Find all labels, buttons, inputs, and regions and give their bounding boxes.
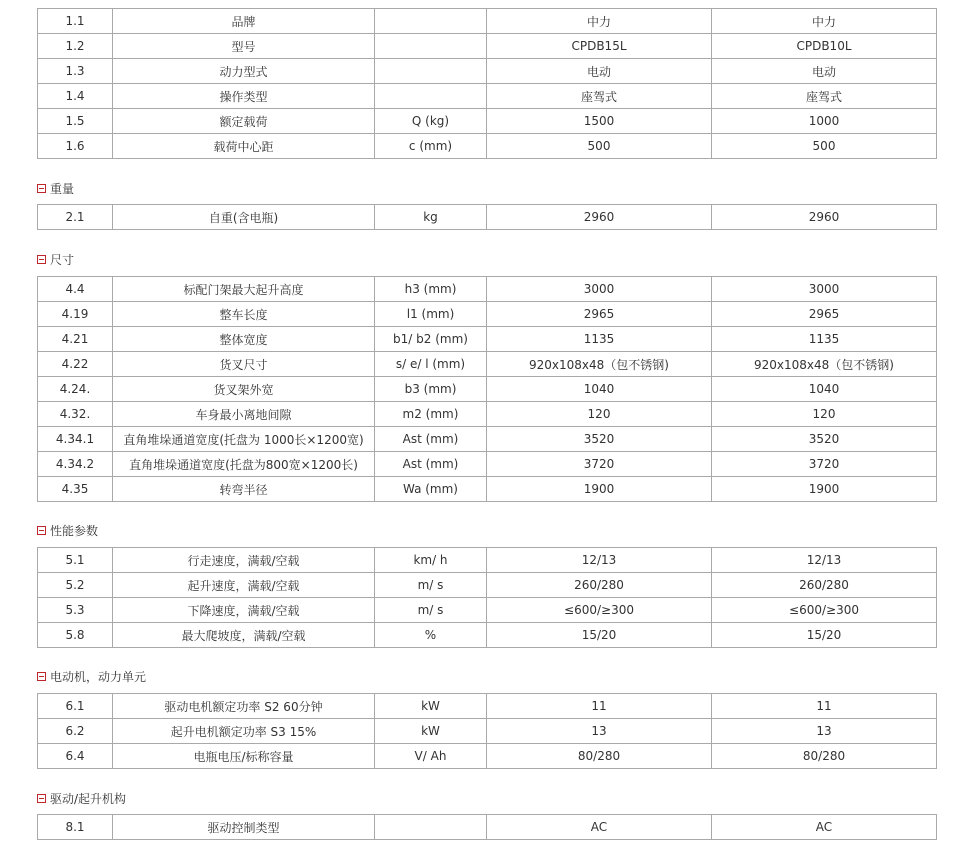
table-row <box>38 277 937 302</box>
table-row <box>38 59 937 84</box>
row-value-cpdb10l: 15/20 <box>712 623 937 648</box>
row-value-cpdb15l: 80/280 <box>487 744 712 769</box>
row-label: 直角堆垛通道宽度(托盘为 1000长×1200宽) <box>113 427 375 452</box>
collapse-icon[interactable] <box>37 184 46 193</box>
table-row <box>38 84 937 109</box>
collapse-icon[interactable] <box>37 672 46 681</box>
section-title: 驱动/起升机构 <box>50 791 127 806</box>
row-code: 4.34.2 <box>38 452 113 477</box>
row-unit: Q (kg) <box>375 109 487 134</box>
row-label: 品牌 <box>113 9 375 34</box>
row-value-cpdb10l: 座驾式 <box>712 84 937 109</box>
row-value-cpdb10l: AC <box>712 815 937 840</box>
row-label: 驱动控制类型 <box>113 815 375 840</box>
row-label: 下降速度，满载/空载 <box>113 598 375 623</box>
section-header-dimensions[interactable] <box>37 251 74 267</box>
row-value-cpdb15l: 15/20 <box>487 623 712 648</box>
row-unit: Ast (mm) <box>375 452 487 477</box>
row-value-cpdb15l: CPDB15L <box>487 34 712 59</box>
row-value-cpdb10l: 中力 <box>712 9 937 34</box>
row-code: 1.4 <box>38 84 113 109</box>
row-unit <box>375 9 487 34</box>
row-label: 最大爬坡度，满载/空载 <box>113 623 375 648</box>
table-row <box>38 452 937 477</box>
table-row <box>38 9 937 34</box>
row-value-cpdb15l: 920x108x48（包不锈钢) <box>487 352 712 377</box>
row-label: 起升电机额定功率 S3 15% <box>113 719 375 744</box>
row-label: 货叉尺寸 <box>113 352 375 377</box>
spec-table-general <box>37 8 937 159</box>
section-header-weight[interactable] <box>37 180 74 196</box>
row-value-cpdb10l: 2960 <box>712 205 937 230</box>
table-row <box>38 744 937 769</box>
row-value-cpdb15l: 500 <box>487 134 712 159</box>
section-title: 尺寸 <box>50 252 75 267</box>
row-code: 1.2 <box>38 34 113 59</box>
row-unit <box>375 84 487 109</box>
row-code: 1.1 <box>38 9 113 34</box>
row-unit: l1 (mm) <box>375 302 487 327</box>
table-row <box>38 327 937 352</box>
row-label: 车身最小离地间隙 <box>113 402 375 427</box>
row-label: 起升速度，满载/空载 <box>113 573 375 598</box>
row-value-cpdb10l: 1900 <box>712 477 937 502</box>
row-value-cpdb10l: CPDB10L <box>712 34 937 59</box>
section-title: 性能参数 <box>50 523 99 538</box>
row-unit: b3 (mm) <box>375 377 487 402</box>
row-value-cpdb10l: 920x108x48（包不锈钢) <box>712 352 937 377</box>
row-code: 4.22 <box>38 352 113 377</box>
row-unit: b1/ b2 (mm) <box>375 327 487 352</box>
row-value-cpdb15l: 中力 <box>487 9 712 34</box>
row-code: 4.19 <box>38 302 113 327</box>
row-code: 4.21 <box>38 327 113 352</box>
row-unit: Wa (mm) <box>375 477 487 502</box>
row-code: 5.1 <box>38 548 113 573</box>
row-value-cpdb15l: 3520 <box>487 427 712 452</box>
row-value-cpdb10l: 电动 <box>712 59 937 84</box>
spec-table-drive <box>37 814 937 840</box>
row-unit: Ast (mm) <box>375 427 487 452</box>
row-unit <box>375 815 487 840</box>
row-value-cpdb15l: 1040 <box>487 377 712 402</box>
row-value-cpdb10l: 1135 <box>712 327 937 352</box>
row-unit <box>375 34 487 59</box>
section-header-motor[interactable] <box>37 668 146 684</box>
table-row <box>38 34 937 59</box>
row-value-cpdb15l: 座驾式 <box>487 84 712 109</box>
row-value-cpdb10l: 1000 <box>712 109 937 134</box>
table-row <box>38 205 937 230</box>
row-unit: h3 (mm) <box>375 277 487 302</box>
row-label: 型号 <box>113 34 375 59</box>
row-value-cpdb10l: 80/280 <box>712 744 937 769</box>
row-value-cpdb10l: 13 <box>712 719 937 744</box>
row-label: 载荷中心距 <box>113 134 375 159</box>
row-value-cpdb10l: 11 <box>712 694 937 719</box>
row-value-cpdb10l: 120 <box>712 402 937 427</box>
table-row <box>38 548 937 573</box>
row-value-cpdb15l: 2960 <box>487 205 712 230</box>
row-value-cpdb15l: 1500 <box>487 109 712 134</box>
row-value-cpdb10l: 500 <box>712 134 937 159</box>
spec-table-dimensions <box>37 276 937 502</box>
row-code: 1.5 <box>38 109 113 134</box>
row-label: 行走速度，满载/空载 <box>113 548 375 573</box>
table-row <box>38 623 937 648</box>
row-value-cpdb15l: 120 <box>487 402 712 427</box>
section-title: 重量 <box>50 181 75 196</box>
section-header-drive[interactable] <box>37 790 126 806</box>
row-value-cpdb15l: 2965 <box>487 302 712 327</box>
row-unit: kW <box>375 694 487 719</box>
section-header-performance[interactable] <box>37 522 98 538</box>
row-code: 5.2 <box>38 573 113 598</box>
row-value-cpdb15l: ≤600/≥300 <box>487 598 712 623</box>
row-label: 整体宽度 <box>113 327 375 352</box>
row-code: 8.1 <box>38 815 113 840</box>
row-value-cpdb15l: 1135 <box>487 327 712 352</box>
table-row <box>38 109 937 134</box>
section-title: 电动机，动力单元 <box>50 669 147 684</box>
row-value-cpdb10l: 3720 <box>712 452 937 477</box>
row-unit: m2 (mm) <box>375 402 487 427</box>
row-code: 6.2 <box>38 719 113 744</box>
row-code: 4.32. <box>38 402 113 427</box>
row-value-cpdb15l: 3000 <box>487 277 712 302</box>
row-label: 操作类型 <box>113 84 375 109</box>
row-label: 货叉架外宽 <box>113 377 375 402</box>
row-code: 1.6 <box>38 134 113 159</box>
table-row <box>38 377 937 402</box>
row-value-cpdb15l: 11 <box>487 694 712 719</box>
spec-table-performance <box>37 547 937 648</box>
row-label: 动力型式 <box>113 59 375 84</box>
row-unit: kg <box>375 205 487 230</box>
row-unit: V/ Ah <box>375 744 487 769</box>
row-unit: km/ h <box>375 548 487 573</box>
row-label: 额定载荷 <box>113 109 375 134</box>
table-row <box>38 694 937 719</box>
row-value-cpdb15l: AC <box>487 815 712 840</box>
row-unit: m/ s <box>375 573 487 598</box>
row-value-cpdb15l: 3720 <box>487 452 712 477</box>
row-code: 5.3 <box>38 598 113 623</box>
row-unit: c (mm) <box>375 134 487 159</box>
row-value-cpdb10l: 3520 <box>712 427 937 452</box>
row-value-cpdb10l: 260/280 <box>712 573 937 598</box>
spec-table-weight <box>37 204 937 230</box>
spec-table-motor <box>37 693 937 769</box>
table-row <box>38 719 937 744</box>
row-unit: kW <box>375 719 487 744</box>
row-unit <box>375 59 487 84</box>
row-code: 2.1 <box>38 205 113 230</box>
table-row <box>38 134 937 159</box>
row-unit: s/ e/ l (mm) <box>375 352 487 377</box>
table-row <box>38 402 937 427</box>
row-code: 4.34.1 <box>38 427 113 452</box>
row-code: 4.35 <box>38 477 113 502</box>
row-code: 1.3 <box>38 59 113 84</box>
table-row <box>38 477 937 502</box>
row-label: 驱动电机额定功率 S2 60分钟 <box>113 694 375 719</box>
row-label: 整车长度 <box>113 302 375 327</box>
row-value-cpdb10l: 12/13 <box>712 548 937 573</box>
row-value-cpdb10l: 2965 <box>712 302 937 327</box>
row-label: 电瓶电压/标称容量 <box>113 744 375 769</box>
collapse-icon[interactable] <box>37 255 46 264</box>
collapse-icon[interactable] <box>37 526 46 535</box>
row-label: 转弯半径 <box>113 477 375 502</box>
row-value-cpdb15l: 13 <box>487 719 712 744</box>
row-value-cpdb10l: 1040 <box>712 377 937 402</box>
row-label: 直角堆垛通道宽度(托盘为800宽×1200长) <box>113 452 375 477</box>
table-row <box>38 815 937 840</box>
row-code: 6.1 <box>38 694 113 719</box>
row-unit: % <box>375 623 487 648</box>
table-row <box>38 573 937 598</box>
row-code: 4.24. <box>38 377 113 402</box>
row-label: 标配门架最大起升高度 <box>113 277 375 302</box>
row-unit: m/ s <box>375 598 487 623</box>
collapse-icon[interactable] <box>37 794 46 803</box>
row-value-cpdb15l: 电动 <box>487 59 712 84</box>
table-row <box>38 302 937 327</box>
row-label: 自重(含电瓶) <box>113 205 375 230</box>
row-value-cpdb15l: 12/13 <box>487 548 712 573</box>
table-row <box>38 598 937 623</box>
row-code: 4.4 <box>38 277 113 302</box>
row-code: 6.4 <box>38 744 113 769</box>
table-row <box>38 427 937 452</box>
row-code: 5.8 <box>38 623 113 648</box>
row-value-cpdb10l: 3000 <box>712 277 937 302</box>
row-value-cpdb15l: 1900 <box>487 477 712 502</box>
row-value-cpdb15l: 260/280 <box>487 573 712 598</box>
row-value-cpdb10l: ≤600/≥300 <box>712 598 937 623</box>
table-row <box>38 352 937 377</box>
